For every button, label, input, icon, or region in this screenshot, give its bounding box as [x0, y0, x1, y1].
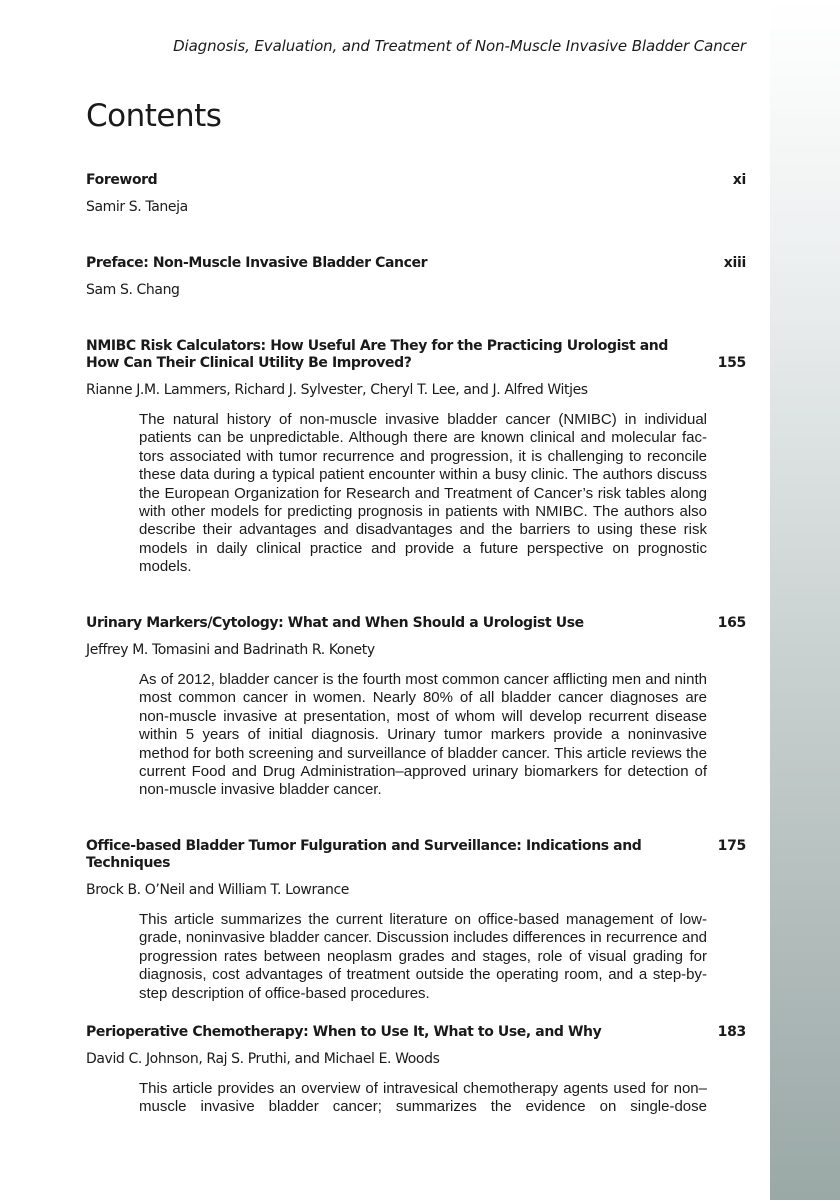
toc-entry-heading [86, 255, 746, 272]
toc-entry-page-number[interactable]: xi [732, 172, 746, 188]
toc-entry-heading [86, 615, 746, 632]
toc-entry-title[interactable]: Foreword [86, 172, 158, 188]
toc-entry-preface [86, 255, 746, 299]
toc-entry-heading [86, 338, 746, 372]
toc-entry-office-based-fulguration [86, 838, 746, 1003]
toc-entry-heading [86, 172, 746, 189]
toc-entry-authors: Rianne J.M. Lammers, Richard J. Sylvester, Cheryl T. Lee, and J. Alfred Witjes [86, 382, 588, 398]
toc-entry-page-number[interactable]: 165 [717, 615, 746, 631]
toc-entry-urinary-markers [86, 615, 746, 800]
toc-entry-title[interactable]: Office-based Bladder Tumor Fulguration and Surveillance: Indications and Techniques [86, 838, 642, 871]
toc-entry-heading [86, 838, 746, 872]
toc-entry-page-number[interactable]: xiii [723, 255, 746, 271]
running-title: Diagnosis, Evaluation, and Treatment of Non-Muscle Invasive Bladder Cancer [173, 37, 746, 55]
toc-entry-abstract: The natural history of non-muscle invasive bladder cancer (NMIBC) in individual patients can be unpredictable. Although there are known clinical and molecular factors associated with tumor recurrence and progression, it is challenging to reconcile these data during a typical patient encounter within a busy clinic. The authors discuss the European Organization for Research and Treatment of Cancer’s risk tables along with other models for predicting prognosis in patients with NMIBC. The authors also describe their advantages and disadvantages and the barriers to using these risk models in daily clinical practice and provide a future perspective on prognostic models. [139, 411, 707, 576]
toc-entry-title[interactable]: Perioperative Chemotherapy: When to Use It, What to Use, and Why [86, 1024, 602, 1040]
toc-entry-foreword [86, 172, 746, 216]
toc-entry-abstract: As of 2012, bladder cancer is the fourth most common cancer afflicting men and ninth most common cancer in women. Nearly 80% of all bladder cancer diagnoses are non-muscle invasive at presentation, most of whom will develop recurrent disease within 5 years of initial diagnosis. Urinary tumor markers provide a noninvasive method for both screening and surveillance of bladder cancer. This article reviews the current Food and Drug Administration–approved urinary biomarkers for detection of non-muscle invasive bladder cancer. [139, 671, 707, 799]
toc-entry-authors: Jeffrey M. Tomasini and Badrinath R. Konety [86, 642, 375, 658]
toc-entry-abstract: This article summarizes the current literature on office-based management of low-grade, noninvasive bladder cancer. Discussion includes differences in recurrence and progression rates between neoplasm grades and stages, role of visual grading for diagnosis, cost advantages of treatment outside the operating room, and a step-by-step description of office-based procedures. [139, 911, 707, 1002]
toc-entry-authors: David C. Johnson, Raj S. Pruthi, and Michael E. Woods [86, 1051, 440, 1067]
toc-entry-nmibc-risk-calculators [86, 338, 746, 577]
toc-entry-title[interactable]: Urinary Markers/Cytology: What and When Should a Urologist Use [86, 615, 584, 631]
page-title: Contents [86, 98, 222, 134]
toc-entry-page-number[interactable]: 155 [717, 355, 746, 371]
toc-entry-authors: Samir S. Taneja [86, 199, 188, 215]
toc-entry-page-number[interactable]: 183 [717, 1024, 746, 1040]
toc-entry-heading [86, 1024, 746, 1041]
decorative-side-band [770, 0, 840, 1200]
toc-entry-title[interactable]: NMIBC Risk Calculators: How Useful Are They for the Practicing Urologist and How Can Their Clinical Utility Be Improved? [86, 338, 668, 371]
toc-entry-title[interactable]: Preface: Non-Muscle Invasive Bladder Cancer [86, 255, 428, 271]
toc-entry-abstract: This article provides an overview of intravesical chemotherapy agents used for non–muscle invasive bladder cancer; summarizes the evidence on single-dose [139, 1080, 707, 1116]
toc-entry-authors: Brock B. O’Neil and William T. Lowrance [86, 882, 349, 898]
toc-entry-perioperative-chemotherapy [86, 1024, 746, 1117]
toc-entry-authors: Sam S. Chang [86, 282, 180, 298]
toc-entry-page-number[interactable]: 175 [717, 838, 746, 854]
